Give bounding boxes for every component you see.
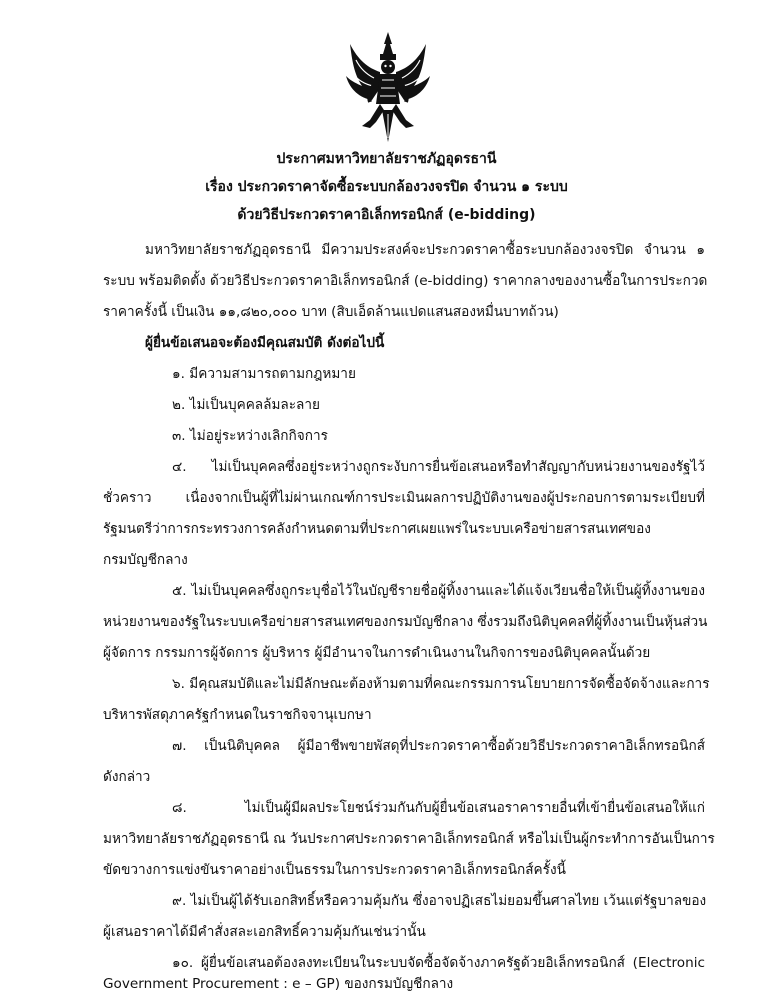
list-item: ๙. ไม่เป็นผู้ได้รับเอกสิทธิ์หรือความคุ้มกัน ซึ่งอาจปฏิเสธไม่ยอมขึ้นศาลไทย เว้นแต่รัฐบาลของ [172,893,707,909]
list-item: ๖. มีคุณสมบัติและไม่มีลักษณะต้องห้ามตามที่คณะกรรมการนโยบายการจัดซื้อจัดจ้างและการ [172,676,710,692]
list-item: ๑. มีความสามารถตามกฎหมาย [172,366,356,382]
intro-line-1: มหาวิทยาลัยราชภัฏอุดรธานี มีความประสงค์จะประกวดราคาซื้อระบบกล้องวงจรปิด จำนวน ๑ [145,242,705,258]
list-item: ๕. ไม่เป็นบุคคลซึ่งถูกระบุชื่อไว้ในบัญชีรายชื่อผู้ทิ้งงานและได้แจ้งเวียนชื่อให้เป็นผู้ทิ้งงานของ [172,583,705,599]
announcement-method: ด้วยวิธีประกวดราคาอิเล็กทรอนิกส์ (e-bidding) [237,207,536,223]
list-item: ๗. เป็นนิติบุคคล ผู้มีอาชีพขายพัสดุที่ประกวดราคาซื้อด้วยวิธีประกวดราคาอิเล็กทรอนิกส์ [172,738,705,754]
list-item-cont: กรมบัญชีกลาง [103,552,188,568]
intro-line-3: ราคาครั้งนี้ เป็นเงิน ๑๑,๘๒๐,๐๐๐ บาท (สิบเอ็ดล้านแปดแสนสองหมื่นบาทถ้วน) [103,304,559,320]
list-item-cont: รัฐมนตรีว่าการกระทรวงการคลังกำหนดตามที่ประกาศเผยแพร่ในระบบเครือข่ายสารสนเทศของ [103,521,651,537]
list-item-cont: ผู้จัดการ กรรมการผู้จัดการ ผู้บริหาร ผู้มีอำนาจในการดำเนินงานในกิจการของนิติบุคคลนั้นด้วย [103,645,651,661]
list-item-cont: ผู้เสนอราคาได้มีคำสั่งสละเอกสิทธิ์ความคุ้มกันเช่นว่านั้น [103,924,426,940]
announcement-subject: เรื่อง ประกวดราคาจัดซื้อระบบกล้องวงจรปิด จำนวน ๑ ระบบ [205,179,568,195]
list-item-cont: ชั่วคราว เนื่องจากเป็นผู้ที่ไม่ผ่านเกณฑ์การประเมินผลการปฏิบัติงานของผู้ประกอบการตามระเบียบที่ [103,490,705,506]
list-item: ๔. ไม่เป็นบุคคลซึ่งอยู่ระหว่างถูกระงับการยื่นข้อเสนอหรือทำสัญญากับหน่วยงานของรัฐไว้ [172,459,705,475]
list-item-cont: หน่วยงานของรัฐในระบบเครือข่ายสารสนเทศของกรมบัญชีกลาง ซึ่งรวมถึงนิติบุคคลที่ผู้ทิ้งงานเป็นหุ้นส่วน [103,614,708,630]
list-item-cont: Government Procurement : e – GP) ของกรมบัญชีกลาง [103,976,454,992]
list-item-cont: มหาวิทยาลัยราชภัฏอุดรธานี ณ วันประกาศประกวดราคาอิเล็กทรอนิกส์ หรือไม่เป็นผู้กระทำการอันเป็นการ [103,831,715,847]
announcement-title: ประกาศมหาวิทยาลัยราชภัฏอุดรธานี [276,151,497,167]
list-item: ๘. ไม่เป็นผู้มีผลประโยชน์ร่วมกันกับผู้ยื่นข้อเสนอราคารายอื่นที่เข้ายื่นข้อเสนอให้แก่ [172,800,705,816]
list-item: ๓. ไม่อยู่ระหว่างเลิกกิจการ [172,428,328,444]
list-item-cont: ดังกล่าว [103,769,151,785]
garuda-emblem-icon [340,30,436,145]
list-item: ๑๐. ผู้ยื่นข้อเสนอต้องลงทะเบียนในระบบจัดซื้อจัดจ้างภาครัฐด้วยอิเล็กทรอนิกส์ (Electronic [172,955,705,971]
list-item-cont: บริหารพัสดุภาครัฐกำหนดในราชกิจจานุเบกษา [103,707,372,723]
intro-line-2: ระบบ พร้อมติดตั้ง ด้วยวิธีประกวดราคาอิเล็กทรอนิกส์ (e-bidding) ราคากลางของงานซื้อในการประกวด [103,273,708,289]
list-item-cont: ขัดขวางการแข่งขันราคาอย่างเป็นธรรมในการประกวดราคาอิเล็กทรอนิกส์ครั้งนี้ [103,862,566,878]
list-item: ๒. ไม่เป็นบุคคลล้มละลาย [172,397,320,413]
qualification-heading: ผู้ยื่นข้อเสนอจะต้องมีคุณสมบัติ ดังต่อไปนี้ [145,335,385,351]
